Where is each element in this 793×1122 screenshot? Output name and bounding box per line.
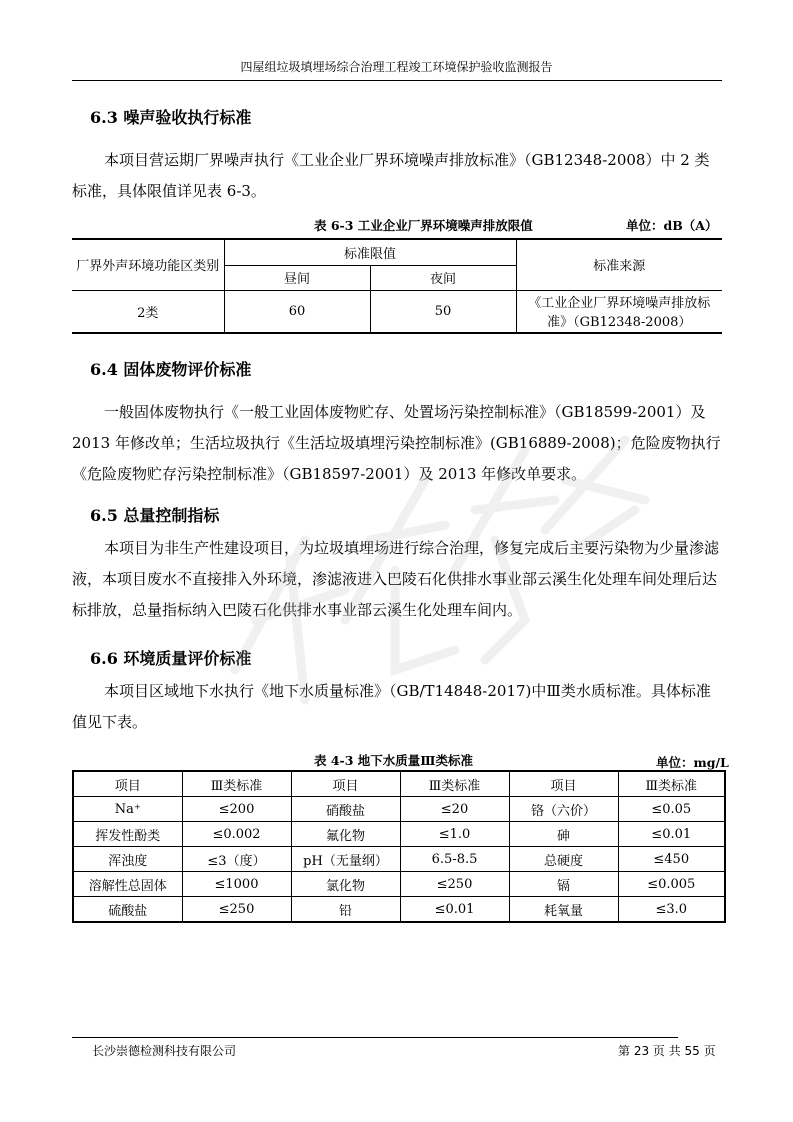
noise-cell-source: 《工业企业厂界环境噪声排放标准》（GB12348-2008） xyxy=(516,290,722,333)
gw-header-cell: 项目 xyxy=(73,771,182,797)
section-6-5-paragraph: 本项目为非生产性建设项目，为垃圾填埋场进行综合治理，修复完成后主要污染物为少量渗滤液，本项目废水不直接排入外环境，渗滤液进入巴陵石化供排水事业部云溪生化处理车间处理后达标排放，总量指标纳入巴陵石化供排水事业部云溪生化处理车间内。 xyxy=(72,539,720,619)
gw-cell: 挥发性酚类 xyxy=(73,822,182,847)
gw-cell: ≤0.01 xyxy=(618,822,725,847)
gw-cell: ≤3.0 xyxy=(618,897,725,923)
section-6-6-heading: 6.6 环境质量评价标准 xyxy=(90,649,252,668)
gw-cell: ≤0.002 xyxy=(182,822,291,847)
gw-cell: 溶解性总固体 xyxy=(73,872,182,897)
noise-col-day-header: 昼间 xyxy=(224,265,370,290)
gw-cell: 铬（六价） xyxy=(509,797,618,822)
footer-page-number: 第 23 页 共 55 页 xyxy=(618,1044,716,1058)
gw-cell: 氯化物 xyxy=(291,872,400,897)
footer-rule xyxy=(72,1037,678,1038)
gw-cell: pH（无量纲） xyxy=(291,847,400,872)
footer-company: 长沙崇德检测科技有限公司 xyxy=(92,1044,237,1058)
gw-cell: ≤0.01 xyxy=(400,897,509,923)
gw-cell: 氟化物 xyxy=(291,822,400,847)
table-6-3-caption: 表 6-3 工业企业厂界环境噪声排放限值 xyxy=(314,218,533,233)
table-4-3-caption: 表 4-3 地下水质量Ⅲ类标准 xyxy=(314,753,474,768)
header-rule xyxy=(72,80,722,81)
table-row xyxy=(73,897,725,923)
gw-header-cell: 项目 xyxy=(509,771,618,797)
page-header-title: 四屋组垃圾填埋场综合治理工程竣工环境保护验收监测报告 xyxy=(240,60,553,74)
gw-cell: ≤20 xyxy=(400,797,509,822)
gw-cell: 耗氧量 xyxy=(509,897,618,923)
section-6-4-heading: 6.4 固体废物评价标准 xyxy=(90,360,252,379)
table-row xyxy=(73,822,725,847)
gw-cell: 总硬度 xyxy=(509,847,618,872)
gw-cell: 砷 xyxy=(509,822,618,847)
gw-cell: ≤0.005 xyxy=(618,872,725,897)
noise-col-category-header: 厂界外声环境功能区类别 xyxy=(72,239,224,290)
table-row xyxy=(73,797,725,822)
section-6-6-paragraph: 本项目区域地下水执行《地下水质量标准》（GB/T14848-2017)中Ⅲ类水质标准。具体标准值见下表。 xyxy=(72,682,711,731)
noise-col-limit-header: 标准限值 xyxy=(224,239,516,265)
gw-header-cell: Ⅲ类标准 xyxy=(618,771,725,797)
gw-cell: ≤1000 xyxy=(182,872,291,897)
noise-limit-table xyxy=(72,238,722,334)
gw-cell: Na⁺ xyxy=(73,797,182,822)
gw-header-cell: Ⅲ类标准 xyxy=(182,771,291,797)
noise-col-night-header: 夜间 xyxy=(370,265,516,290)
section-6-3-paragraph: 本项目营运期厂界噪声执行《工业企业厂界环境噪声排放标准》（GB12348-2008）中 2 类标准，具体限值详见表 6-3。 xyxy=(72,151,710,200)
gw-cell: 硝酸盐 xyxy=(291,797,400,822)
section-6-3-heading: 6.3 噪声验收执行标准 xyxy=(90,108,252,127)
gw-cell: 6.5-8.5 xyxy=(400,847,509,872)
gw-cell: ≤200 xyxy=(182,797,291,822)
table-row xyxy=(73,872,725,897)
noise-cell-night: 50 xyxy=(370,290,516,333)
gw-header-cell: 项目 xyxy=(291,771,400,797)
gw-cell: ≤3（度） xyxy=(182,847,291,872)
groundwater-header-row xyxy=(73,771,725,797)
gw-cell: 铅 xyxy=(291,897,400,923)
gw-cell: ≤250 xyxy=(400,872,509,897)
gw-cell: ≤450 xyxy=(618,847,725,872)
gw-cell: ≤1.0 xyxy=(400,822,509,847)
noise-cell-category: 2类 xyxy=(72,290,224,333)
table-4-3-unit: 单位：mg/L xyxy=(656,755,729,770)
gw-cell: 浑浊度 xyxy=(73,847,182,872)
noise-col-source-header: 标准来源 xyxy=(516,239,722,290)
gw-cell: ≤0.05 xyxy=(618,797,725,822)
groundwater-standard-table xyxy=(72,770,726,923)
gw-cell: ≤250 xyxy=(182,897,291,923)
section-6-5-heading: 6.5 总量控制指标 xyxy=(90,506,220,525)
table-6-3-unit: 单位：dB（A） xyxy=(626,218,718,233)
section-6-4-paragraph: 一般固体废物执行《一般工业固体废物贮存、处置场污染控制标准》（GB18599-2001）及 2013 年修改单；生活垃圾执行《生活垃圾填埋污染控制标准》(GB16889-2008)；危险废物执行《危险废物贮存污染控制标准》（GB18597-2001）及 2013 年修改单要求。 xyxy=(72,403,721,483)
gw-cell: 硫酸盐 xyxy=(73,897,182,923)
noise-cell-day: 60 xyxy=(224,290,370,333)
gw-header-cell: Ⅲ类标准 xyxy=(400,771,509,797)
table-row xyxy=(73,847,725,872)
gw-cell: 镉 xyxy=(509,872,618,897)
